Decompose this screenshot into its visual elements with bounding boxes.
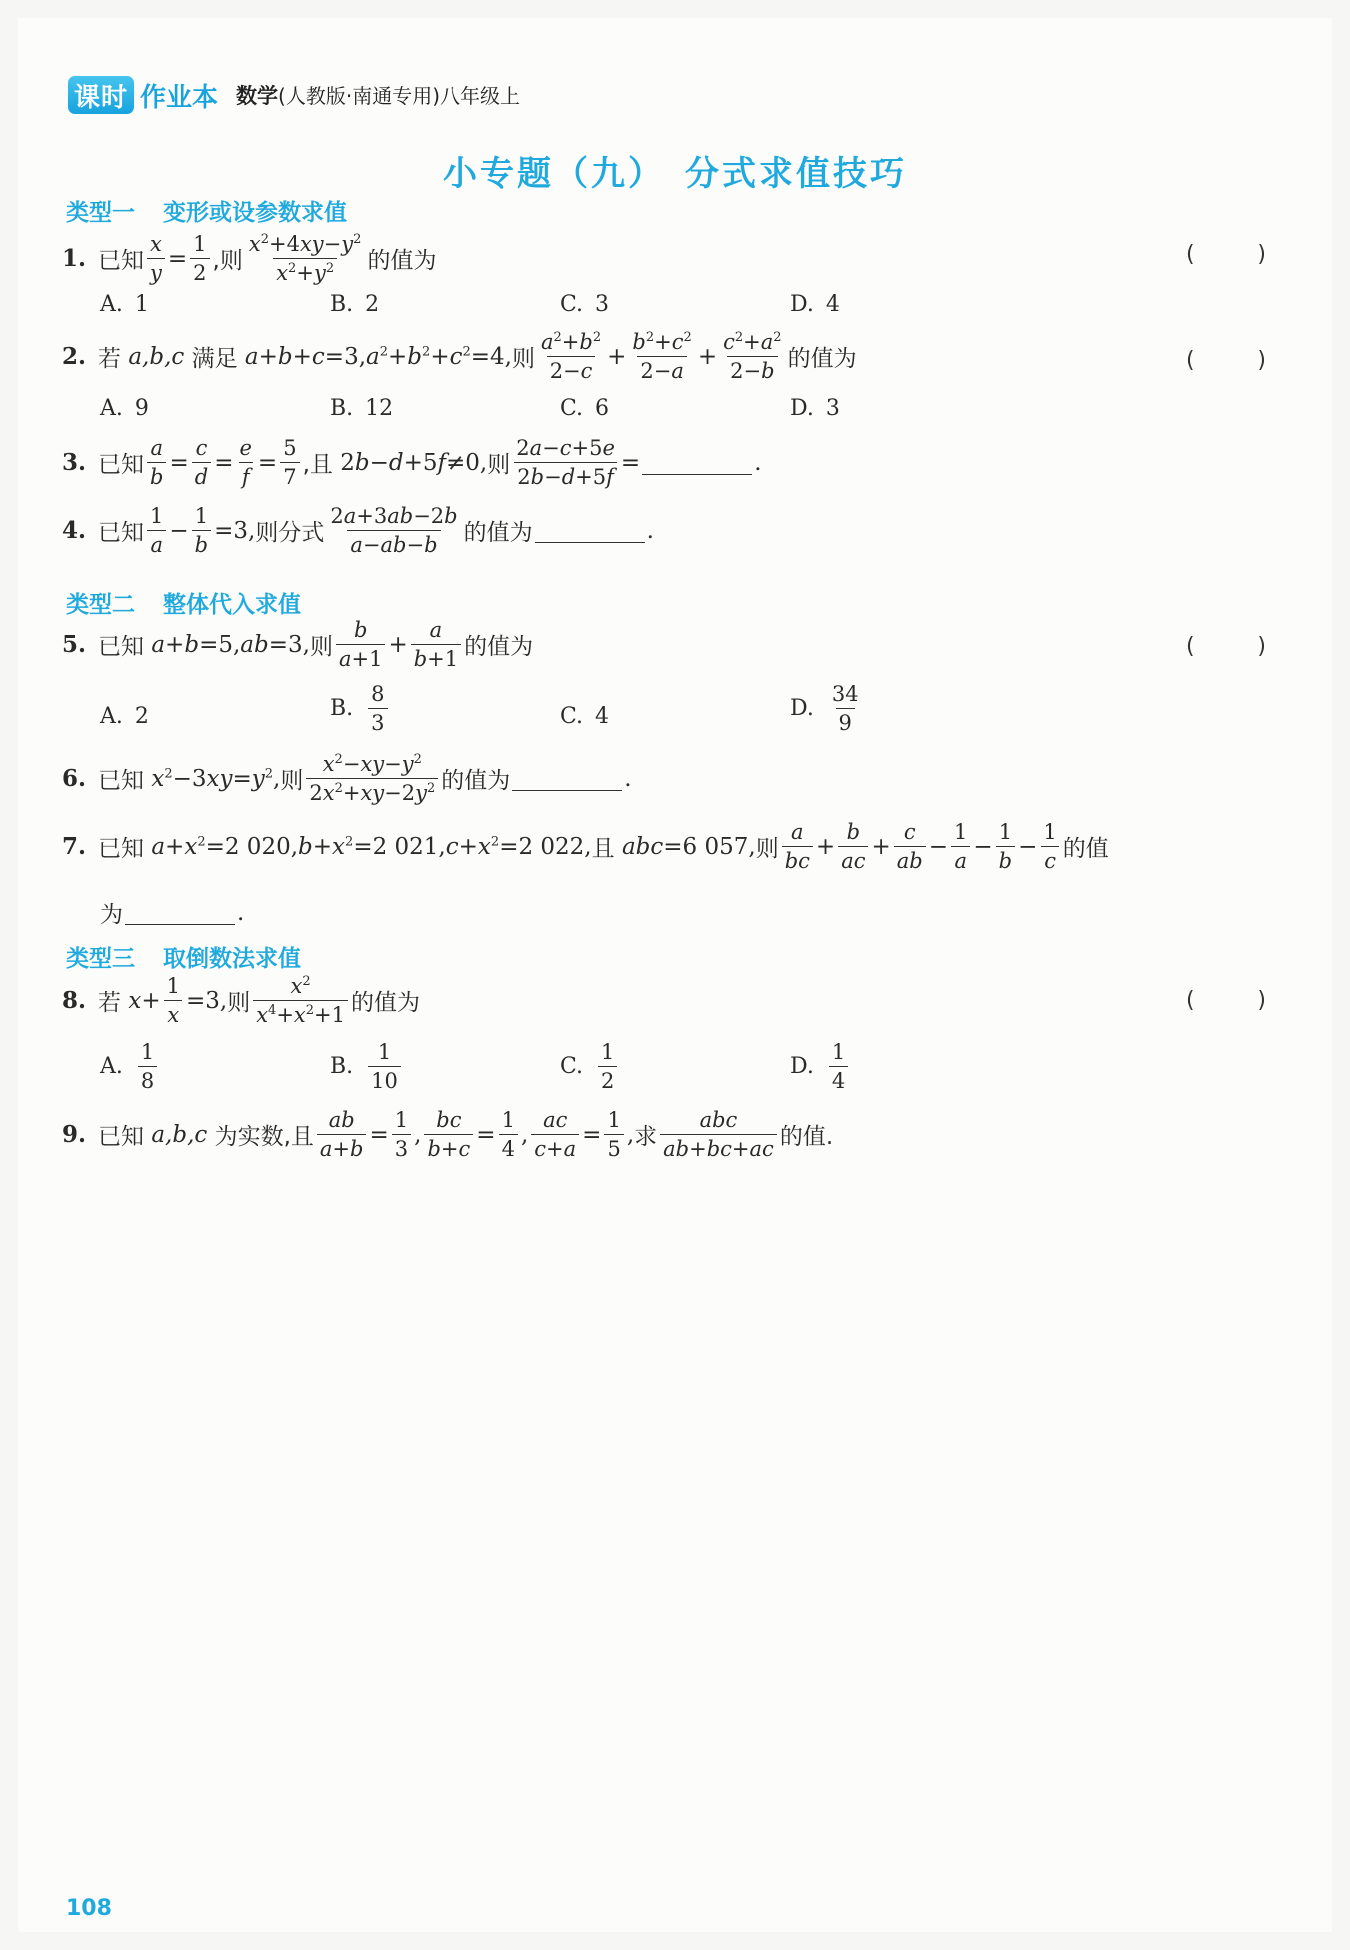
brand-logo: 课时 bbox=[68, 76, 134, 114]
option-c[interactable]: C. 6 bbox=[560, 396, 610, 421]
option-d[interactable]: D. 3 bbox=[790, 396, 840, 421]
option-a[interactable]: A. 2 bbox=[100, 704, 149, 729]
section-heading-1 bbox=[66, 194, 347, 227]
option-d[interactable]: D. 4 bbox=[790, 292, 840, 317]
worksheet-page bbox=[18, 18, 1332, 1932]
option-c[interactable]: C. $\frac{1}{2}$ bbox=[560, 1040, 620, 1093]
option-c[interactable]: C. 4 bbox=[560, 704, 610, 729]
brand-name: 作业本 bbox=[140, 82, 219, 113]
edition: (人教版·南通专用)八年级上 bbox=[278, 84, 520, 108]
answer-blank[interactable] bbox=[512, 766, 622, 791]
answer-bracket[interactable]: ( ) bbox=[1186, 988, 1266, 1013]
option-c[interactable]: C. 3 bbox=[560, 292, 610, 317]
answer-bracket[interactable]: ( ) bbox=[1186, 634, 1266, 659]
subject: 数学 bbox=[236, 84, 279, 108]
question-6: 6. 已知 $x^2-3xy=y^2$, 则 $\frac{x^2-xy-y^2}{2x^2+xy-2y^2}$ 的值为 . bbox=[62, 752, 632, 806]
question-2: 2. 若 a,b,c 满足 $a+b+c=3,a^2+b^2+c^2=4$, 则 $\frac{a^2+b^2}{2-c}$ + $\frac{b^2+c^2}{2-a}$ + $\frac{c^2+a^2}{2-b}$ 的值为 bbox=[62, 330, 857, 384]
question-5: 5. 已知 a+b=5,ab=3, 则 $\frac{b}{a+1}$ + $\frac{a}{b+1}$ 的值为 bbox=[62, 618, 534, 672]
option-d[interactable]: D. $\frac{34}{9}$ bbox=[790, 682, 859, 736]
option-b[interactable]: B. $\frac{8}{3}$ bbox=[330, 682, 391, 735]
section-label: 类型一 bbox=[66, 200, 135, 226]
option-a[interactable]: A. 9 bbox=[100, 396, 149, 421]
section-heading-3: 类型三 取倒数法求值 bbox=[66, 946, 301, 972]
question-7-continued: 为 . bbox=[100, 899, 245, 928]
option-b[interactable]: B. 2 bbox=[330, 292, 380, 317]
section-title: 变形或设参数求值 bbox=[163, 200, 347, 226]
option-b[interactable]: B. 12 bbox=[330, 396, 394, 421]
question-8: 8. 若 x+ $\frac{1}{x}$ =3, 则 $\frac{x^2}{x^4+x^2+1}$ 的值为 bbox=[62, 974, 421, 1028]
page-title: 小专题（九） 分式求值技巧 bbox=[443, 154, 907, 194]
question-4: 4. 已知 $\frac{1}{a}$ − $\frac{1}{b}$ =3, 则分式 $\frac{2a+3ab-2b}{a-ab-b}$ 的值为 . bbox=[62, 504, 654, 558]
answer-blank[interactable] bbox=[535, 518, 645, 543]
section-heading-2: 类型二 整体代入求值 bbox=[66, 592, 301, 618]
answer-blank[interactable] bbox=[125, 900, 235, 925]
page-number: 108 bbox=[66, 1896, 112, 1921]
book-info bbox=[236, 80, 520, 110]
question-number: 1. bbox=[62, 245, 87, 273]
answer-bracket[interactable]: ( ) bbox=[1186, 242, 1266, 267]
answer-blank[interactable] bbox=[642, 450, 752, 475]
question-1: 1. 已知 $\frac{x}{y}$ = $\frac{1}{2}$ ,则 $\frac{x^2+4xy-y^2}{x^2+y^2}$ 的值为 bbox=[62, 232, 437, 286]
option-b[interactable]: B. $\frac{1}{10}$ bbox=[330, 1040, 404, 1093]
question-7: 7. 已知 $a+x^2=2$ $020,b+x^2=2$ $021,c+x^2=2$ 022, 且 abc=6 057, 则 $\frac{a}{bc}$ + $\frac{b}{ac}$ + $\frac{c}{ab}$ − $\frac{1}{a}$ − $\frac{1}{b}$ − $\frac{1}{c}$ 的值 bbox=[62, 820, 1109, 874]
option-a[interactable]: A. 1 bbox=[100, 292, 149, 317]
option-a[interactable]: A. $\frac{1}{8}$ bbox=[100, 1040, 160, 1093]
question-3: 3. 已知 $\frac{a}{b}$ = $\frac{c}{d}$ = $\frac{e}{f}$ = $\frac{5}{7}$ ,且 2b−d+5f≠0, 则 $\frac{2a-c+5e}{2b-d+5f}$ = . bbox=[62, 436, 762, 490]
option-d[interactable]: D. $\frac{1}{4}$ bbox=[790, 1040, 851, 1093]
book-header bbox=[68, 76, 520, 114]
answer-bracket[interactable]: ( ) bbox=[1186, 348, 1266, 373]
question-9: 9. 已知 a,b,c 为实数,且 $\frac{ab}{a+b}$ = $\frac{1}{3}$ , $\frac{bc}{b+c}$ = $\frac{1}{4}$ , $\frac{ac}{c+a}$ = $\frac{1}{5}$ , 求 $\frac{\text{abc}}{ab+bc+ac}$ 的值. bbox=[62, 1108, 834, 1162]
